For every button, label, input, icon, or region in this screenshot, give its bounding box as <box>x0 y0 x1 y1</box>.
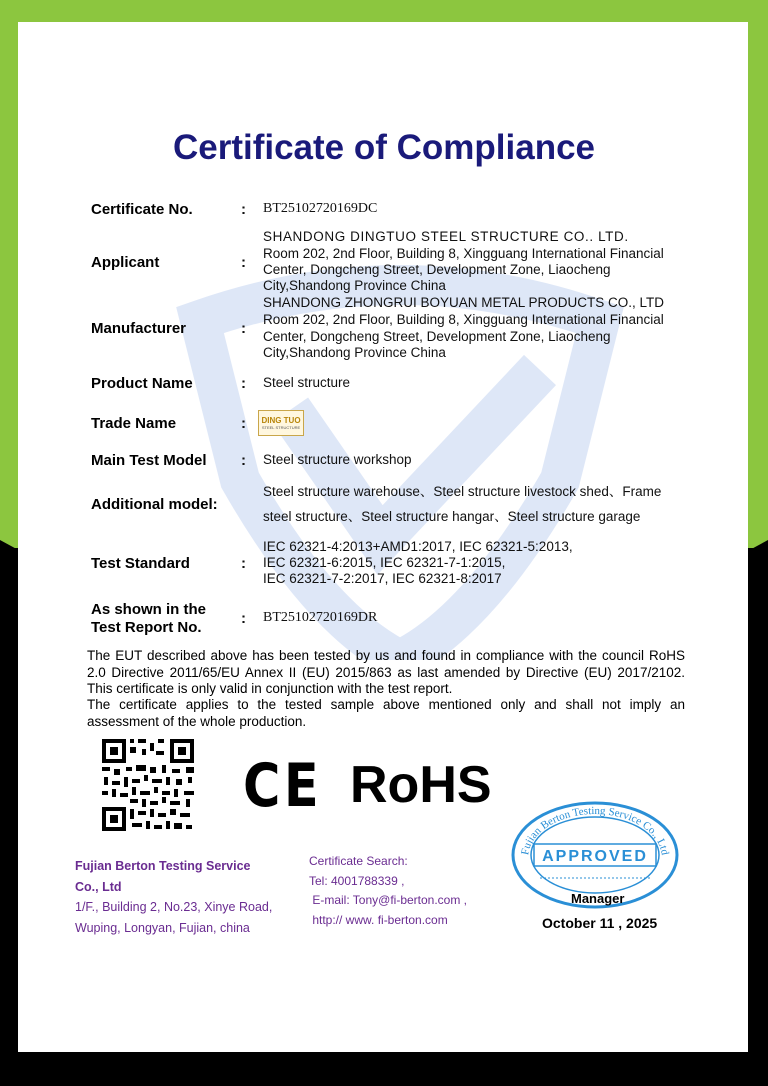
test-standard-line: IEC 62321-4:2013+AMD1:2017, IEC 62321-5:2013, <box>263 539 573 554</box>
manufacturer-address-line: Center, Dongcheng Street, Development Zone, Liaocheng <box>263 329 611 344</box>
contact-tel: Tel: 4001788339 , <box>309 873 405 888</box>
company-address: 1/F., Building 2, No.23, Xinye Road, <box>75 900 273 914</box>
contact-email: E-mail: Tony@fi-berton.com , <box>309 893 468 907</box>
manufacturer-name: SHANDONG ZHONGRUI BOYUAN METAL PRODUCTS CO., LTD <box>263 295 665 310</box>
stamp-center-text: APPROVED <box>542 848 648 865</box>
product-name-label: Product Name <box>91 375 193 392</box>
manufacturer-address-line: Room 202, 2nd Floor, Building 8, Xingguang International Financial <box>263 312 664 327</box>
applicant-name: SHANDONG DINGTUO STEEL STRUCTURE CO.. LTD. <box>263 229 629 244</box>
applicant-address-line: Room 202, 2nd Floor, Building 8, Xingguang International Financial <box>263 246 664 261</box>
signature-role: Manager <box>571 891 625 906</box>
compliance-statement: The EUT described above has been tested by us and found in compliance with the council RoHS 2.0 Directive 2011/65/EU Annex II (EU) 2015/863 as last amended by Directive (EU) 2017/2102. This certificate is only valid in conjunction with the test report. <box>87 648 685 696</box>
report-no-label: As shown in the <box>91 601 207 618</box>
report-no-label: Test Report No. <box>91 619 202 636</box>
qr-code <box>100 737 196 833</box>
certificate-search-label: Certificate Search: <box>309 854 408 868</box>
rohs-mark: RoHS <box>350 756 492 814</box>
manufacturer-address-line: City,Shandong Province China <box>263 345 446 360</box>
trade-name-logo <box>258 410 304 436</box>
colon: : <box>241 452 246 469</box>
company-name: Co., Ltd <box>75 879 122 894</box>
certificate-no-value: BT25102720169DC <box>263 201 378 216</box>
ce-mark: CE <box>243 751 323 821</box>
scope-statement: The certificate applies to the tested sample above mentioned only and shall not imply an assessment of the whole production. <box>87 697 685 729</box>
test-standard-line: IEC 62321-7-2:2017, IEC 62321-8:2017 <box>263 571 502 586</box>
signature-date: October 11 , 2025 <box>542 915 658 931</box>
company-address: Wuping, Longyan, Fujian, china <box>75 920 250 935</box>
logo-subtext: STEEL STRUCTURE <box>261 425 301 430</box>
colon: : <box>241 375 246 392</box>
company-info <box>75 856 305 938</box>
certificate-no-label: Certificate No. <box>91 201 193 218</box>
colon: : <box>241 415 246 432</box>
main-test-model-value: Steel structure workshop <box>263 452 412 467</box>
additional-model-label: Additional model: <box>91 496 218 513</box>
colon: : <box>241 320 246 337</box>
colon: : <box>241 555 246 572</box>
applicant-address-line: Center, Dongcheng Street, Development Zone, Liaocheng <box>263 262 611 277</box>
report-no-value: BT25102720169DR <box>263 610 378 625</box>
manufacturer-label: Manufacturer <box>91 320 187 337</box>
applicant-address-line: City,Shandong Province China <box>263 278 446 293</box>
product-name-value: Steel structure <box>263 375 351 390</box>
contact-website: http:// www. fi-berton.com <box>309 912 448 927</box>
additional-model-line: steel structure、Steel structure hangar、Steel structure garage <box>263 509 641 524</box>
test-standard-label: Test Standard <box>91 555 190 572</box>
main-test-model-label: Main Test Model <box>91 452 207 469</box>
applicant-label: Applicant <box>91 254 160 271</box>
trade-name-label: Trade Name <box>91 415 177 432</box>
logo-text: DING TUO <box>261 416 301 425</box>
contact-info <box>309 852 467 930</box>
additional-model-line: Steel structure warehouse、Steel structure livestock shed、Frame <box>263 484 662 499</box>
colon: : <box>241 201 246 218</box>
certificate-title: Certificate of Compliance <box>172 128 596 167</box>
test-standard-line: IEC 62321-6:2015, IEC 62321-7-1:2015, <box>263 555 506 570</box>
stamp-ring-text: Fujian Berton Testing Service Co., Ltd <box>519 804 671 856</box>
colon: : <box>241 610 246 627</box>
colon: : <box>241 254 246 271</box>
company-name: Fujian Berton Testing Service <box>75 859 251 873</box>
